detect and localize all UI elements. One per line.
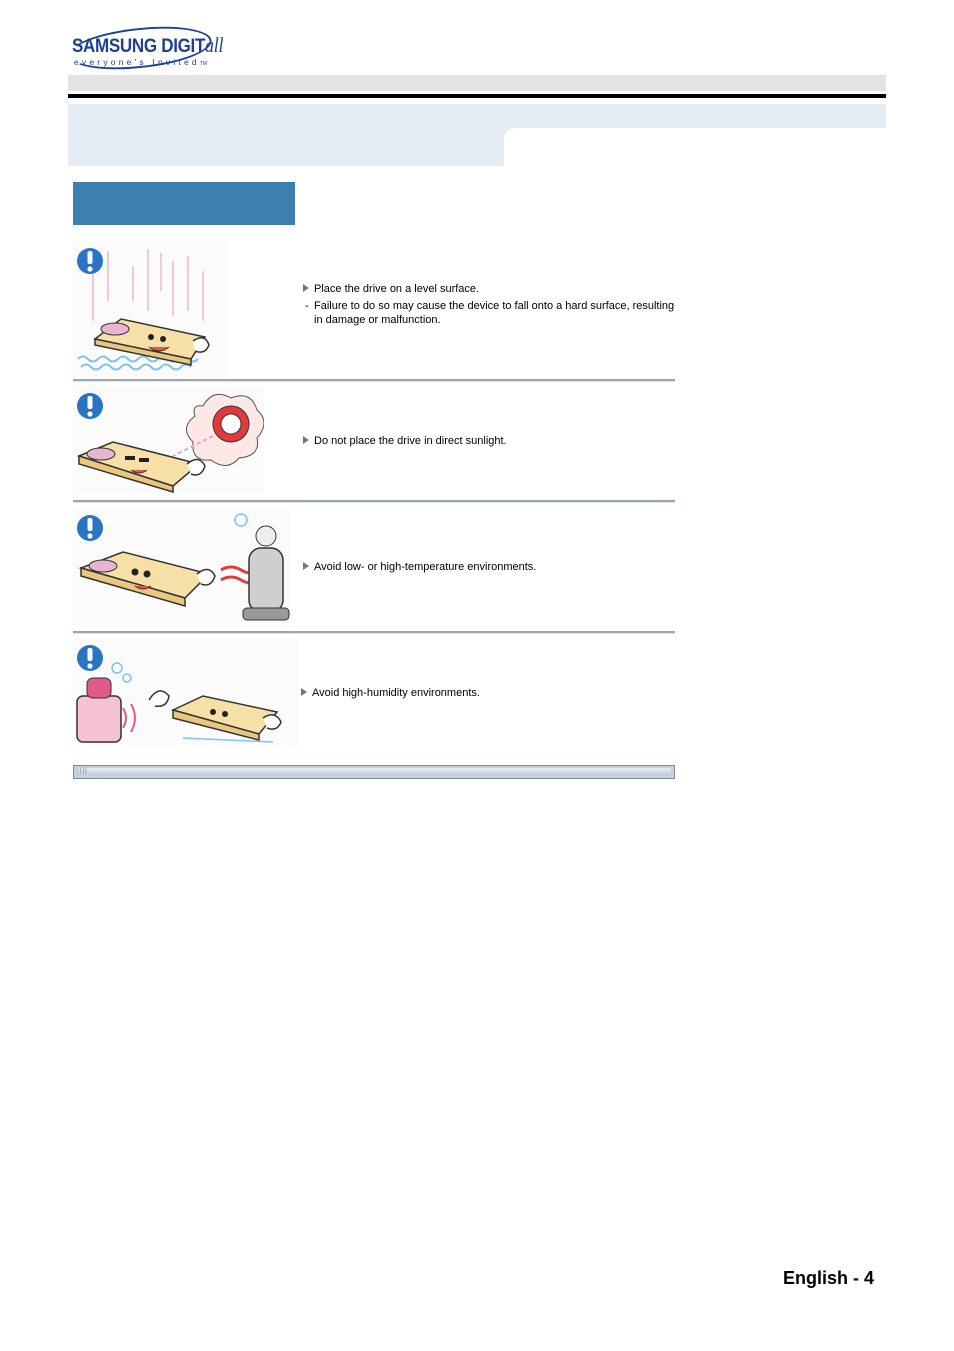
warning-icon: [75, 390, 105, 422]
logo-brand: SAMSUNG DIGIT: [72, 34, 206, 57]
bullet-arrow-icon: [303, 436, 309, 444]
bullet-arrow-icon: [303, 284, 309, 292]
row-1-text: Place the drive on a level surface. - Failure to do so may cause the device to fall onto a hard surface, resulting in damage or malfunction.: [305, 283, 675, 326]
warning-icon: [75, 642, 105, 674]
logo-tagline: everyone's Invited: [74, 57, 200, 67]
logo-tm: TM: [199, 61, 208, 67]
bullet-arrow-icon: [301, 688, 307, 696]
row-4-bullet: Avoid high-humidity environments.: [312, 687, 480, 699]
bullet-arrow-icon: [303, 562, 309, 570]
illustration-fall: [73, 241, 227, 377]
bottom-scroll-bar: [73, 765, 675, 779]
row-3-text: [303, 560, 675, 574]
row-1-bullet: Place the drive on a level surface.: [314, 283, 480, 295]
row-divider: [73, 631, 675, 633]
header-band-notch: [504, 128, 886, 168]
row-4-text: [301, 686, 673, 700]
illustration-temperature: [73, 508, 290, 625]
warning-icon: [75, 245, 105, 277]
row-1-sub: Failure to do so may cause the device to fall onto a hard surface, resulting in damage or malfunction.: [314, 300, 675, 326]
header-gray-bar: [68, 75, 886, 91]
section-tab: [73, 182, 295, 225]
grip-icon: |||: [80, 768, 88, 774]
samsung-logo: [68, 26, 224, 70]
row-2-bullet: Do not place the drive in direct sunlight.: [314, 435, 507, 447]
illustration-humidity: [73, 638, 298, 746]
row-divider: [73, 500, 675, 502]
page-number: English - 4: [782, 1268, 874, 1288]
logo-brand-suffix: all: [205, 33, 224, 57]
row-3-bullet: Avoid low- or high-temperature environments.: [314, 561, 537, 573]
illustration-sunlight: [73, 386, 264, 494]
header-divider: [68, 94, 886, 98]
warning-icon: [75, 512, 105, 544]
row-2-text: [303, 434, 675, 448]
row-divider: [73, 379, 675, 381]
